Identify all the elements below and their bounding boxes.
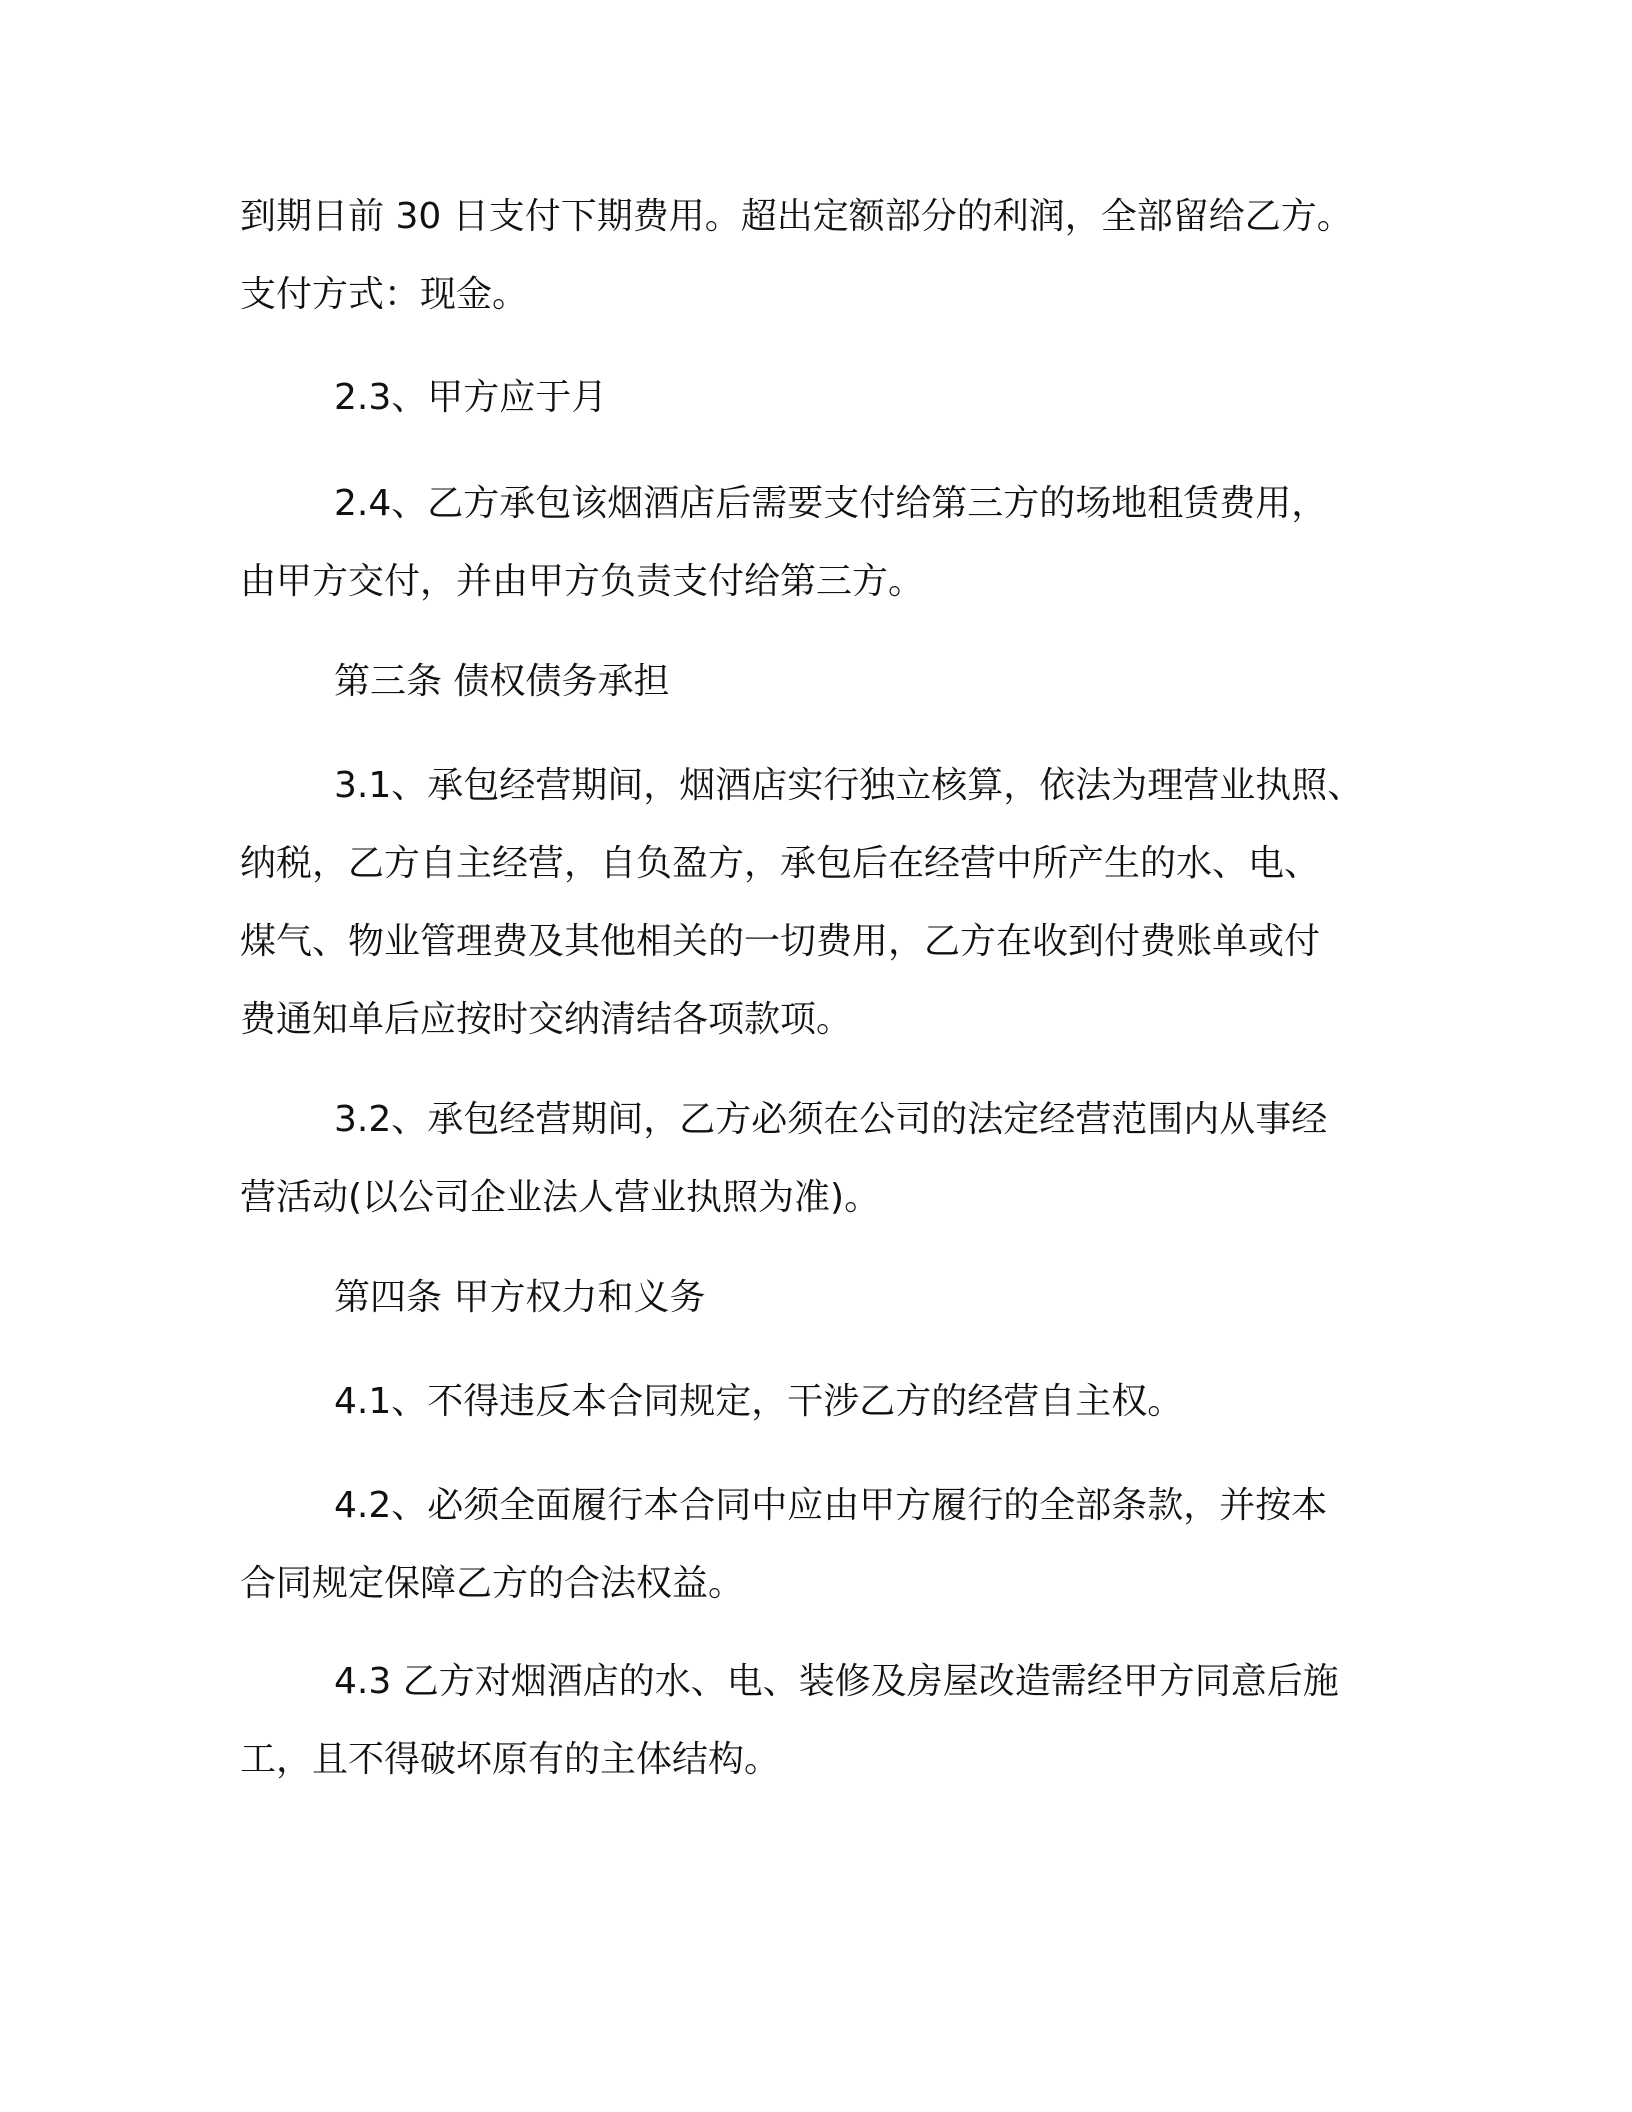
text-line: 3.1、承包经营期间，烟酒店实行独立核算，依法为理营业执照、: [334, 765, 1364, 806]
paragraph-4-1: [240, 1363, 1390, 1441]
section-heading-article-4: [240, 1259, 1390, 1337]
text-line: 到期日前 30 日支付下期费用。超出定额部分的利润，全部留给乙方。: [240, 196, 1353, 237]
text-line: 4.1、不得违反本合同规定，干涉乙方的经营自主权。: [334, 1381, 1184, 1422]
section-heading: 第四条 甲方权力和义务: [334, 1277, 706, 1318]
text-line: 煤气、物业管理费及其他相关的一切费用，乙方在收到付费账单或付: [240, 921, 1321, 962]
text-line: 纳税，乙方自主经营，自负盈方，承包后在经营中所产生的水、电、: [240, 843, 1321, 884]
paragraph-4-2: [240, 1467, 1390, 1623]
text-line: 3.2、承包经营期间，乙方必须在公司的法定经营范围内从事经: [334, 1099, 1328, 1140]
text-line: 支付方式：现金。: [240, 274, 529, 315]
paragraph-2-4: [240, 465, 1390, 621]
text-line: 由甲方交付，并由甲方负责支付给第三方。: [240, 561, 925, 602]
text-line: 2.3、甲方应于月: [334, 377, 608, 418]
paragraph-3-1: [240, 747, 1390, 1059]
text-line: 工，且不得破坏原有的主体结构。: [240, 1739, 781, 1780]
text-line: 4.2、必须全面履行本合同中应由甲方履行的全部条款，并按本: [334, 1485, 1328, 1526]
text-line: 费通知单后应按时交纳清结各项款项。: [240, 999, 853, 1040]
paragraph-2-3: [240, 359, 1390, 437]
paragraph-4-3: [240, 1643, 1390, 1799]
text-line: 2.4、乙方承包该烟酒店后需要支付给第三方的场地租赁费用，: [334, 483, 1328, 524]
text-line: 营活动(以公司企业法人营业执照为准)。: [240, 1177, 881, 1218]
section-heading: 第三条 债权债务承担: [334, 661, 670, 702]
section-heading-article-3: [240, 643, 1390, 721]
paragraph-3-2: [240, 1081, 1390, 1237]
paragraph-payment-terms: [240, 178, 1390, 334]
text-line: 合同规定保障乙方的合法权益。: [240, 1563, 745, 1604]
text-line: 4.3 乙方对烟酒店的水、电、装修及房屋改造需经甲方同意后施: [334, 1661, 1339, 1702]
